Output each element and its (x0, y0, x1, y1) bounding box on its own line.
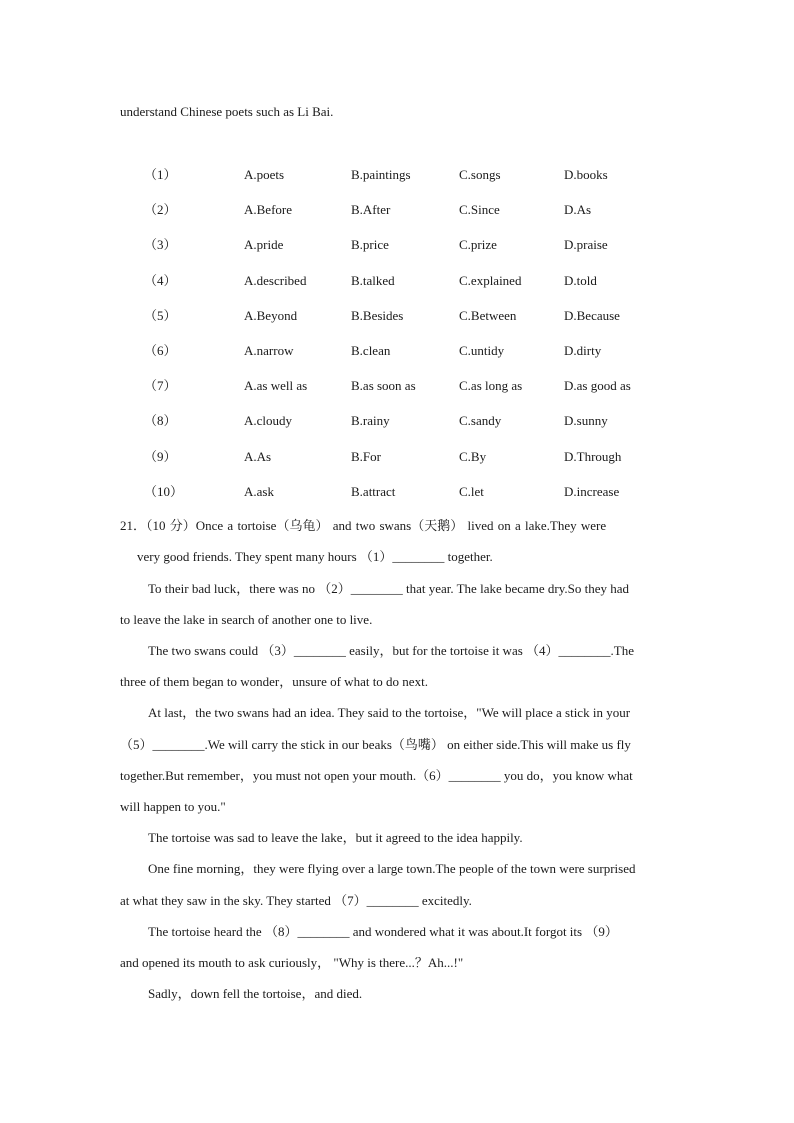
question-number: （4） (144, 272, 177, 288)
option-d: D.Through (564, 448, 622, 464)
option-b: B.clean (351, 342, 391, 358)
option-a: A.described (244, 272, 307, 288)
option-a: A.narrow (244, 342, 294, 358)
passage-line: together.But remember，you must not open your mouth.（6）________ you do，you know what (120, 768, 633, 783)
option-b: B.as soon as (351, 378, 416, 394)
option-a: A.As (244, 448, 272, 464)
option-row (0, 237, 794, 272)
option-b: B.After (351, 202, 391, 218)
option-b: B.attract (351, 483, 396, 499)
option-b: B.price (351, 237, 389, 253)
passage-line: and opened its mouth to ask curiously， "Why is there...？Ah...!" (120, 955, 464, 970)
passage-line: 21．（10 分）Once a tortoise（乌龟） and two swans（天鹅） lived on a lake.They were (120, 518, 607, 533)
option-a: A.Beyond (244, 307, 298, 323)
passage-line: The tortoise was sad to leave the lake，but it agreed to the idea happily. (148, 830, 523, 845)
question-number: （7） (144, 378, 177, 394)
option-a: A.poets (244, 167, 285, 182)
option-c: C.explained (459, 272, 522, 288)
option-c: C.as long as (459, 378, 523, 394)
option-row (0, 273, 794, 308)
passage-line: will happen to you." (120, 799, 226, 814)
passage-line: The tortoise heard the （8）________ and wondered what it was about.It forgot its （9） (148, 924, 618, 939)
option-row (0, 484, 794, 519)
passage-line: （5）________.We will carry the stick in our beaks（鸟嘴） on either side.This will make us fly (120, 737, 631, 752)
option-a: A.Before (244, 202, 293, 218)
option-b: B.rainy (351, 413, 390, 429)
option-row (0, 449, 794, 484)
option-row (0, 202, 794, 237)
question-number: （5） (144, 307, 177, 323)
passage-line: to leave the lake in search of another one to live. (120, 612, 373, 627)
option-b: B.For (351, 448, 381, 464)
question-number: （10） (144, 483, 184, 499)
option-a: A.cloudy (244, 413, 293, 429)
option-d: D.as good as (564, 378, 631, 394)
option-c: C.untidy (459, 342, 505, 358)
option-d: D.told (564, 272, 597, 288)
option-d: D.dirty (564, 342, 602, 358)
passage-line: Sadly，down fell the tortoise，and died. (148, 986, 363, 1001)
question-number: （1） (144, 167, 177, 182)
option-c: C.By (459, 448, 487, 464)
question-number: （8） (144, 413, 177, 429)
option-b: B.paintings (351, 167, 411, 182)
option-c: C.sandy (459, 413, 502, 429)
option-row (0, 378, 794, 413)
question-number: （2） (144, 202, 177, 218)
answer-options-table (0, 167, 794, 519)
option-d: D.increase (564, 483, 620, 499)
option-b: B.talked (351, 272, 395, 288)
passage-line: To their bad luck，there was no （2）________ that year. The lake became dry.So they had (148, 581, 630, 596)
option-row (0, 343, 794, 378)
option-c: C.let (459, 483, 484, 499)
option-c: C.songs (459, 167, 501, 182)
option-b: B.Besides (351, 307, 404, 323)
passage-line: One fine morning，they were flying over a large town.The people of the town were surprised (148, 861, 636, 876)
passage-line: very good friends. They spent many hours （1）________ together. (137, 549, 493, 564)
question-number: （9） (144, 448, 177, 464)
option-d: D.praise (564, 237, 608, 253)
question-number: （6） (144, 342, 177, 358)
option-a: A.pride (244, 237, 284, 253)
option-a: A.as well as (244, 378, 308, 394)
passage-line: at what they saw in the sky. They started （7）________ excitedly. (120, 893, 472, 908)
option-d: D.Because (564, 307, 620, 323)
passage-line: At last，the two swans had an idea. They said to the tortoise，"We will place a stick in your (148, 705, 631, 720)
option-row (0, 308, 794, 343)
option-d: D.As (564, 202, 592, 218)
option-row (0, 167, 794, 202)
option-c: C.Between (459, 307, 517, 323)
option-c: C.Since (459, 202, 500, 218)
intro-tail-text: understand Chinese poets such as Li Bai. (120, 104, 334, 119)
passage-line: The two swans could （3）________ easily，but for the tortoise it was （4）________.The (148, 643, 634, 658)
option-d: D.sunny (564, 413, 608, 429)
option-d: D.books (564, 167, 608, 182)
option-a: A.ask (244, 483, 274, 499)
option-row (0, 413, 794, 448)
option-c: C.prize (459, 237, 497, 253)
passage-line: three of them began to wonder，unsure of what to do next. (120, 674, 428, 689)
question-number: （3） (144, 237, 177, 253)
